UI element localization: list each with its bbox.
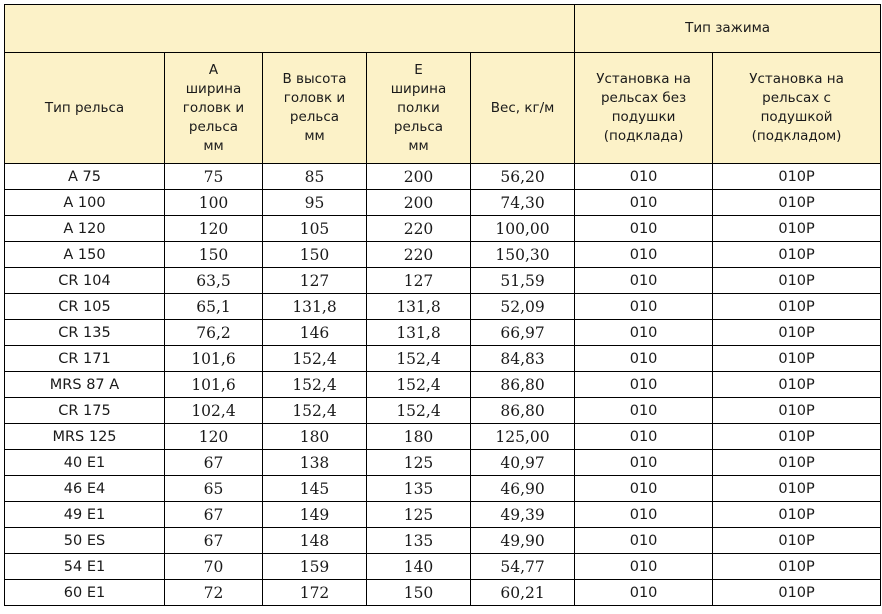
cell-no-pad: 010 xyxy=(575,294,713,320)
cell-with-pad: 010P xyxy=(713,424,881,450)
cell-b: 152,4 xyxy=(263,398,367,424)
table-row xyxy=(5,164,881,190)
cell-weight: 100,00 xyxy=(471,216,575,242)
cell-with-pad: 010P xyxy=(713,528,881,554)
cell-a: 63,5 xyxy=(165,268,263,294)
cell-with-pad: 010P xyxy=(713,580,881,606)
cell-with-pad: 010P xyxy=(713,216,881,242)
cell-a: 100 xyxy=(165,190,263,216)
table-row xyxy=(5,528,881,554)
cell-with-pad: 010P xyxy=(713,320,881,346)
cell-with-pad: 010P xyxy=(713,476,881,502)
cell-weight: 86,80 xyxy=(471,372,575,398)
header-clamp-type: Тип зажима xyxy=(575,5,881,53)
cell-no-pad: 010 xyxy=(575,190,713,216)
cell-e: 140 xyxy=(367,554,471,580)
cell-with-pad: 010P xyxy=(713,502,881,528)
table-row xyxy=(5,190,881,216)
cell-e: 220 xyxy=(367,216,471,242)
cell-no-pad: 010 xyxy=(575,216,713,242)
cell-weight: 84,83 xyxy=(471,346,575,372)
cell-a: 102,4 xyxy=(165,398,263,424)
cell-rail-type: MRS 125 xyxy=(5,424,165,450)
header-col-e xyxy=(367,53,471,164)
table-row xyxy=(5,476,881,502)
cell-with-pad: 010P xyxy=(713,346,881,372)
cell-a: 67 xyxy=(165,502,263,528)
table-row xyxy=(5,424,881,450)
cell-e: 131,8 xyxy=(367,294,471,320)
cell-no-pad: 010 xyxy=(575,242,713,268)
table-row xyxy=(5,502,881,528)
table-row xyxy=(5,450,881,476)
cell-no-pad: 010 xyxy=(575,554,713,580)
cell-rail-type: A 150 xyxy=(5,242,165,268)
cell-no-pad: 010 xyxy=(575,268,713,294)
cell-no-pad: 010 xyxy=(575,398,713,424)
cell-weight: 52,09 xyxy=(471,294,575,320)
cell-e: 125 xyxy=(367,450,471,476)
cell-no-pad: 010 xyxy=(575,320,713,346)
cell-rail-type: CR 135 xyxy=(5,320,165,346)
cell-weight: 40,97 xyxy=(471,450,575,476)
cell-no-pad: 010 xyxy=(575,476,713,502)
cell-e: 125 xyxy=(367,502,471,528)
cell-a: 75 xyxy=(165,164,263,190)
cell-rail-type: 50 ES xyxy=(5,528,165,554)
cell-e: 152,4 xyxy=(367,398,471,424)
cell-weight: 51,59 xyxy=(471,268,575,294)
cell-weight: 60,21 xyxy=(471,580,575,606)
cell-rail-type: 49 E1 xyxy=(5,502,165,528)
cell-b: 105 xyxy=(263,216,367,242)
cell-weight: 56,20 xyxy=(471,164,575,190)
table-row xyxy=(5,346,881,372)
cell-a: 65 xyxy=(165,476,263,502)
cell-a: 150 xyxy=(165,242,263,268)
cell-b: 180 xyxy=(263,424,367,450)
cell-with-pad: 010P xyxy=(713,554,881,580)
cell-weight: 49,39 xyxy=(471,502,575,528)
cell-b: 148 xyxy=(263,528,367,554)
cell-with-pad: 010P xyxy=(713,242,881,268)
cell-no-pad: 010 xyxy=(575,372,713,398)
cell-a: 65,1 xyxy=(165,294,263,320)
cell-a: 67 xyxy=(165,528,263,554)
cell-weight: 46,90 xyxy=(471,476,575,502)
table-row xyxy=(5,268,881,294)
cell-rail-type: CR 105 xyxy=(5,294,165,320)
cell-e: 152,4 xyxy=(367,346,471,372)
cell-a: 101,6 xyxy=(165,372,263,398)
cell-b: 146 xyxy=(263,320,367,346)
cell-a: 67 xyxy=(165,450,263,476)
table-row xyxy=(5,320,881,346)
header-blank-cell xyxy=(5,5,575,53)
cell-b: 159 xyxy=(263,554,367,580)
header-with-pad-text: Установка на рельсах с подушкой (подкладом) xyxy=(749,71,844,144)
cell-with-pad: 010P xyxy=(713,164,881,190)
header-group-row xyxy=(5,5,881,53)
cell-rail-type: CR 175 xyxy=(5,398,165,424)
cell-e: 220 xyxy=(367,242,471,268)
cell-with-pad: 010P xyxy=(713,450,881,476)
cell-a: 120 xyxy=(165,424,263,450)
header-col-a xyxy=(165,53,263,164)
cell-weight: 86,80 xyxy=(471,398,575,424)
header-no-pad xyxy=(575,53,713,164)
cell-e: 200 xyxy=(367,190,471,216)
table-row xyxy=(5,398,881,424)
cell-b: 95 xyxy=(263,190,367,216)
cell-no-pad: 010 xyxy=(575,528,713,554)
cell-e: 152,4 xyxy=(367,372,471,398)
table-row xyxy=(5,216,881,242)
cell-with-pad: 010P xyxy=(713,268,881,294)
cell-rail-type: MRS 87 A xyxy=(5,372,165,398)
table-row xyxy=(5,372,881,398)
header-no-pad-text: Установка на рельсах без подушки (подклада) xyxy=(596,71,691,144)
cell-b: 149 xyxy=(263,502,367,528)
rail-clamp-table xyxy=(4,4,881,606)
cell-b: 150 xyxy=(263,242,367,268)
cell-no-pad: 010 xyxy=(575,502,713,528)
cell-a: 120 xyxy=(165,216,263,242)
cell-with-pad: 010P xyxy=(713,398,881,424)
cell-weight: 74,30 xyxy=(471,190,575,216)
cell-e: 180 xyxy=(367,424,471,450)
cell-rail-type: 40 E1 xyxy=(5,450,165,476)
cell-b: 138 xyxy=(263,450,367,476)
table-row xyxy=(5,294,881,320)
cell-weight: 49,90 xyxy=(471,528,575,554)
cell-e: 127 xyxy=(367,268,471,294)
cell-b: 152,4 xyxy=(263,346,367,372)
cell-b: 145 xyxy=(263,476,367,502)
cell-with-pad: 010P xyxy=(713,190,881,216)
cell-with-pad: 010P xyxy=(713,372,881,398)
cell-rail-type: CR 104 xyxy=(5,268,165,294)
cell-e: 135 xyxy=(367,528,471,554)
cell-b: 131,8 xyxy=(263,294,367,320)
cell-b: 127 xyxy=(263,268,367,294)
header-rail-type: Тип рельса xyxy=(5,53,165,164)
header-col-e-text: E ширина полки рельса мм xyxy=(390,61,447,154)
table-row xyxy=(5,580,881,606)
cell-e: 131,8 xyxy=(367,320,471,346)
cell-rail-type: 60 E1 xyxy=(5,580,165,606)
cell-no-pad: 010 xyxy=(575,450,713,476)
cell-no-pad: 010 xyxy=(575,346,713,372)
table-row xyxy=(5,242,881,268)
cell-a: 76,2 xyxy=(165,320,263,346)
cell-rail-type: 46 E4 xyxy=(5,476,165,502)
table-body xyxy=(5,164,881,606)
cell-a: 70 xyxy=(165,554,263,580)
cell-rail-type: A 100 xyxy=(5,190,165,216)
cell-no-pad: 010 xyxy=(575,164,713,190)
cell-b: 152,4 xyxy=(263,372,367,398)
cell-weight: 54,77 xyxy=(471,554,575,580)
cell-rail-type: A 120 xyxy=(5,216,165,242)
cell-weight: 125,00 xyxy=(471,424,575,450)
header-with-pad xyxy=(713,53,881,164)
cell-no-pad: 010 xyxy=(575,580,713,606)
cell-e: 135 xyxy=(367,476,471,502)
cell-e: 150 xyxy=(367,580,471,606)
cell-with-pad: 010P xyxy=(713,294,881,320)
cell-weight: 150,30 xyxy=(471,242,575,268)
header-weight: Вес, кг/м xyxy=(471,53,575,164)
cell-rail-type: 54 E1 xyxy=(5,554,165,580)
table-row xyxy=(5,554,881,580)
header-row xyxy=(5,53,881,164)
cell-rail-type: A 75 xyxy=(5,164,165,190)
cell-rail-type: CR 171 xyxy=(5,346,165,372)
cell-a: 72 xyxy=(165,580,263,606)
cell-no-pad: 010 xyxy=(575,424,713,450)
cell-weight: 66,97 xyxy=(471,320,575,346)
cell-b: 85 xyxy=(263,164,367,190)
header-col-a-text: A ширина головк и рельса мм xyxy=(182,61,245,154)
cell-a: 101,6 xyxy=(165,346,263,372)
header-col-b-text: B высота головк и рельса мм xyxy=(282,71,347,144)
header-col-b xyxy=(263,53,367,164)
cell-e: 200 xyxy=(367,164,471,190)
cell-b: 172 xyxy=(263,580,367,606)
